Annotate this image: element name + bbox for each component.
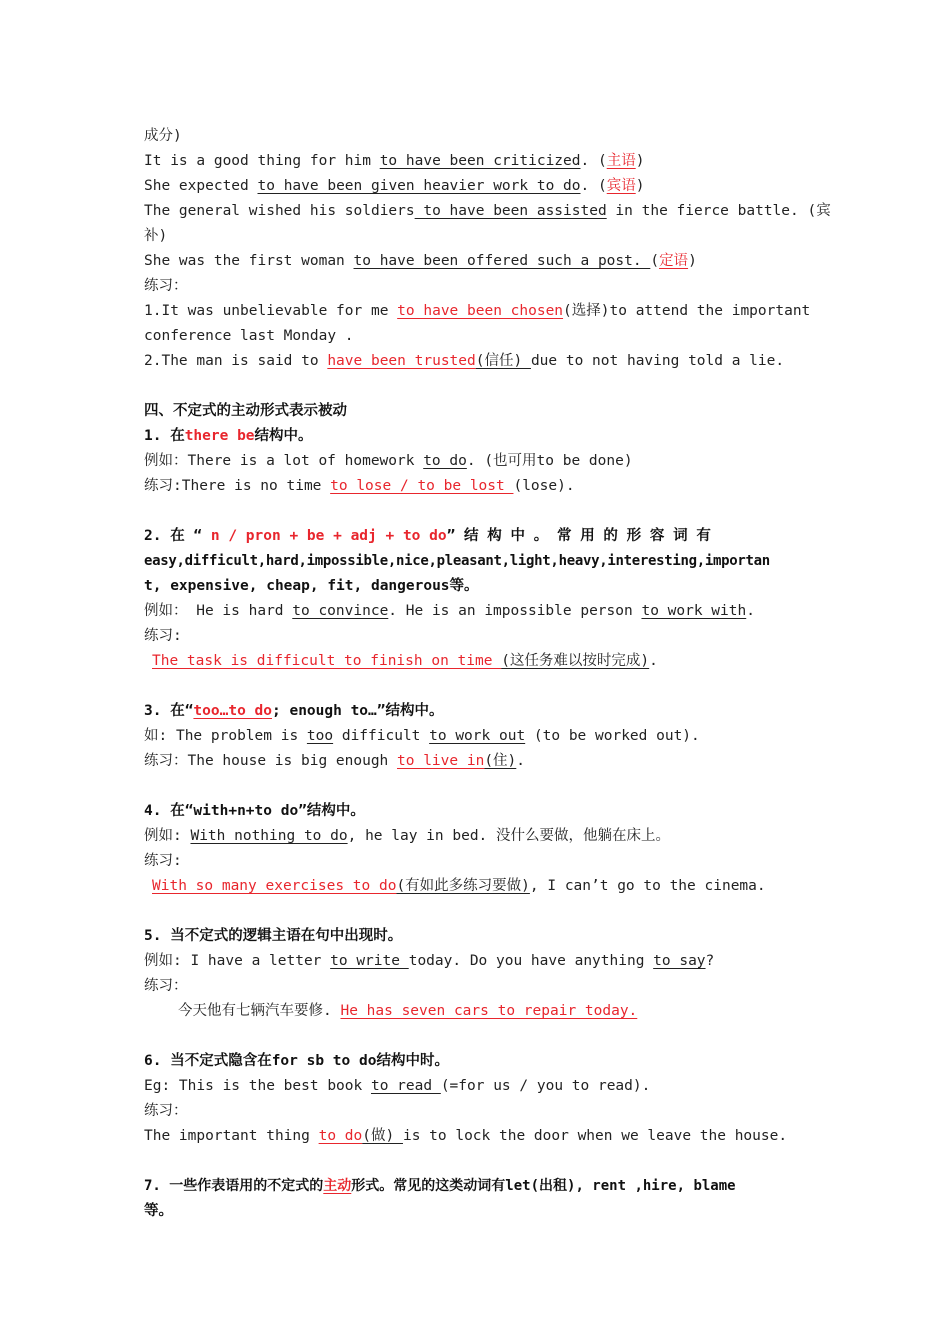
point-1-title: 1. 在there be结构中。	[144, 428, 313, 444]
point-5-practice-label: 练习：	[144, 978, 188, 994]
intro-practice-2: 2.The man is said to have been trusted(信任) due to not having told a lie.	[144, 353, 785, 369]
point-2-practice-label: 练习:	[144, 628, 182, 644]
intro-practice-label: 练习：	[144, 278, 188, 294]
intro-line-3: The general wished his soldiers to have been assisted in the fierce battle. (宾	[144, 203, 831, 219]
point-2-practice: The task is difficult to finish on time (这任务难以按时完成).	[152, 653, 658, 669]
section-heading: 四、不定式的主动形式表示被动	[144, 403, 347, 419]
intro-practice-1b: conference last Monday .	[144, 328, 354, 344]
point-7-title: 7. 一些作表语用的不定式的主动形式。常见的这类动词有let(出租), rent ,hire, blame	[144, 1178, 736, 1194]
point-5-practice: 今天他有七辆汽车要修. He has seven cars to repair today.	[178, 1003, 638, 1019]
point-4-example: 例如: With nothing to do, he lay in bed. 没什么要做，他躺在床上。	[144, 828, 671, 844]
point-2-title: 2. 在 “ n / pron + be + adj + to do” 结 构 中 。 常 用 的 形 容 词 有	[144, 528, 711, 544]
point-4-practice: With so many exercises to do(有如此多练习要做), I can’t go to the cinema.	[152, 878, 766, 894]
point-6-title: 6. 当不定式隐含在for sb to do结构中时。	[144, 1053, 449, 1069]
point-6-example: Eg: This is the best book to read (=for us / you to read).	[144, 1078, 651, 1094]
point-3-title: 3. 在“too…to do; enough to…”结构中。	[144, 703, 444, 719]
point-5-title: 5. 当不定式的逻辑主语在句中出现时。	[144, 928, 403, 944]
intro-line-4: She was the first woman to have been offered such a post. (定语)	[144, 253, 697, 269]
point-2-title-2: easy,difficult,hard,impossible,nice,pleasant,light,heavy,interesting,importan	[144, 553, 770, 569]
intro-line-2: She expected to have been given heavier work to do. (宾语)	[144, 178, 645, 194]
point-1-example: 例如：There is a lot of homework to do. (也可用to be done)	[144, 453, 633, 469]
point-4-practice-label: 练习:	[144, 853, 182, 869]
intro-practice-1: 1.It was unbelievable for me to have been chosen(选择)to attend the important	[144, 303, 811, 319]
point-2-title-3: t, expensive, cheap, fit, dangerous等。	[144, 578, 479, 594]
point-1-practice: 练习:There is no time to lose / to be lost (lose).	[144, 478, 575, 494]
point-4-title: 4. 在“with+n+to do”结构中。	[144, 803, 365, 819]
point-2-example: 例如： He is hard to convince. He is an impossible person to work with.	[144, 603, 755, 619]
point-3-practice: 练习：The house is big enough to live in(住).	[144, 753, 526, 769]
point-6-practice-label: 练习：	[144, 1103, 188, 1119]
point-6-practice: The important thing to do(做) is to lock the door when we leave the house.	[144, 1128, 788, 1144]
intro-line-0: 成分)	[144, 128, 182, 144]
point-3-example: 如: The problem is too difficult to work out (to be worked out).	[144, 728, 700, 744]
intro-line-3b: 补)	[144, 228, 168, 244]
point-7-title-2: 等。	[144, 1203, 173, 1219]
point-5-example: 例如: I have a letter to write today. Do you have anything to say?	[144, 953, 715, 969]
intro-line-1: It is a good thing for him to have been criticized. (主语)	[144, 153, 645, 169]
document-page	[144, 124, 831, 1224]
